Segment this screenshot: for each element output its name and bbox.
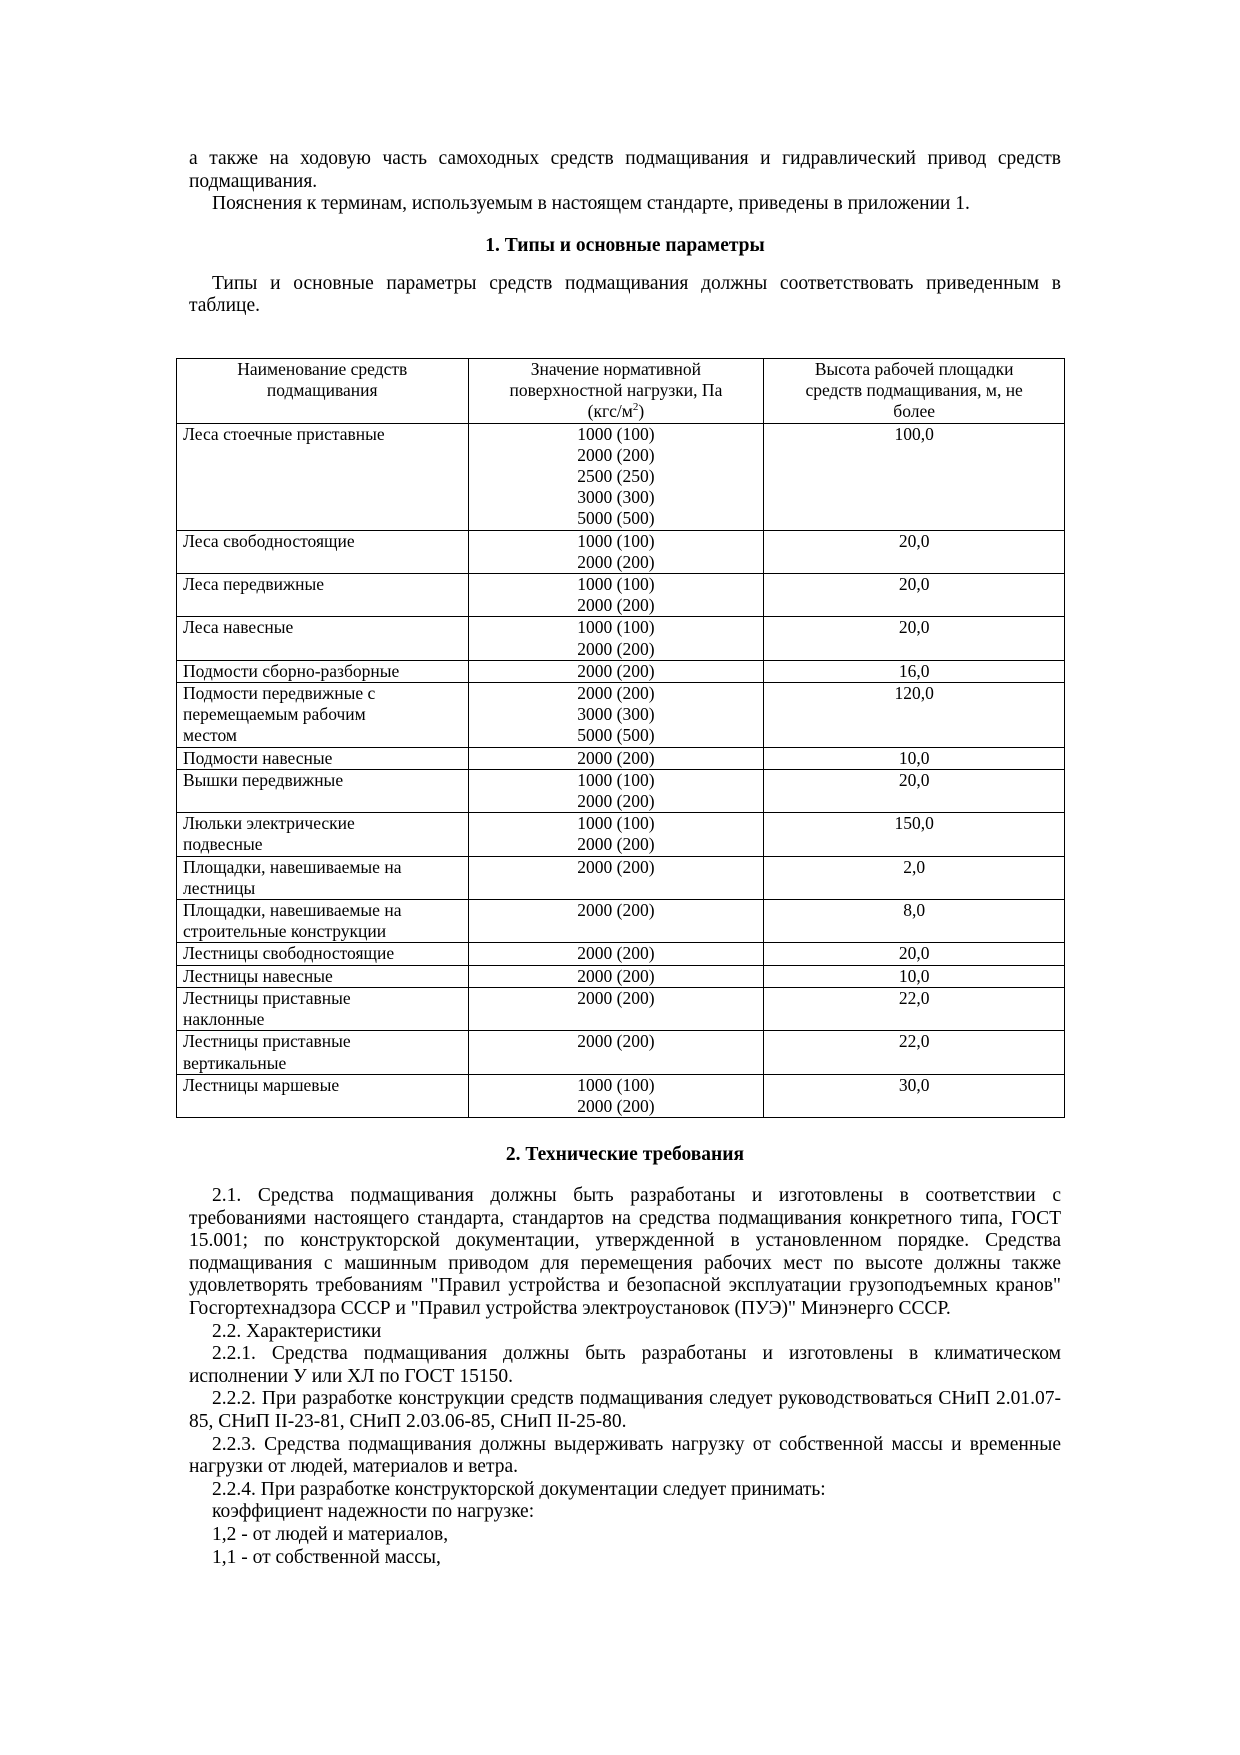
header-load-sup: 2 — [632, 401, 639, 414]
header-load-text: Значение нормативной поверхностной нагрузки, Па (кгс/м — [509, 359, 723, 422]
cell-name: Площадки, навешиваемые на строительные конструкции — [177, 900, 469, 943]
table-row — [177, 813, 1065, 856]
cell-height: 20,0 — [764, 574, 1065, 617]
cell-height: 22,0 — [764, 987, 1065, 1030]
cell-name: Подмости передвижные с перемещаемым рабочим местом — [177, 683, 469, 748]
table-row — [177, 660, 1065, 682]
cell-name: Лестницы приставные вертикальные — [177, 1031, 469, 1074]
document-page — [189, 148, 1061, 318]
header-load — [468, 359, 764, 424]
table-row — [177, 856, 1065, 899]
table-row — [177, 987, 1065, 1030]
cell-name: Леса навесные — [177, 617, 469, 660]
section-2-paragraph-5: 2.2.3. Средства подмащивания должны выдерживать нагрузку от собственной массы и временные нагрузки от людей, материалов и ветра. — [189, 1433, 1061, 1478]
cell-load: 2000 (200) 3000 (300) 5000 (500) — [468, 683, 764, 748]
cell-name: Леса свободностоящие — [177, 530, 469, 573]
section-1-paragraph: Типы и основные параметры средств подмащивания должны соответствовать приведенным в таблице. — [189, 272, 1061, 317]
cell-load: 2000 (200) — [468, 1031, 764, 1074]
cell-height: 8,0 — [764, 900, 1065, 943]
cell-height: 20,0 — [764, 769, 1065, 812]
cell-height: 10,0 — [764, 747, 1065, 769]
cell-name: Подмости сборно-разборные — [177, 660, 469, 682]
intro-paragraph-1: а также на ходовую часть самоходных средств подмащивания и гидравлический привод средств подмащивания. — [189, 148, 1061, 192]
cell-height: 150,0 — [764, 813, 1065, 856]
cell-name: Лестницы приставные наклонные — [177, 987, 469, 1030]
cell-load: 2000 (200) — [468, 943, 764, 965]
intro-paragraph-2: Пояснения к терминам, используемым в настоящем стандарте, приведены в приложении 1. — [212, 193, 970, 215]
cell-height: 20,0 — [764, 943, 1065, 965]
cell-name: Вышки передвижные — [177, 769, 469, 812]
cell-height: 16,0 — [764, 660, 1065, 682]
parameters-table — [176, 358, 1065, 1118]
section-2-paragraph-6: 2.2.4. При разработке конструкторской документации следует принимать: — [212, 1478, 826, 1500]
cell-name: Леса стоечные приставные — [177, 423, 469, 530]
section-2-paragraph-8: 1,2 - от людей и материалов, — [212, 1523, 449, 1545]
cell-name: Леса передвижные — [177, 574, 469, 617]
section-2-paragraph-9: 1,1 - от собственной массы, — [212, 1546, 441, 1568]
table-row — [177, 943, 1065, 965]
section-2-paragraph-1: 2.1. Средства подмащивания должны быть разработаны и изготовлены в соответствии с требованиями настоящего стандарта, стандартов на средства подмащивания конкретного типа, ГОСТ 15.001; по конструкторской документации, утвержденной в установленном порядке. Средства подмащивания с машинным приводом для перемещения рабочих мест по высоте должны также удовлетворять требованиям "Правил устройства и безопасной эксплуатации грузоподъемных кранов" Госгортехнадзора СССР и "Правил устройства электроустановок (ПУЭ)" Минэнерго СССР. — [189, 1185, 1061, 1319]
cell-load: 2000 (200) — [468, 965, 764, 987]
section-2-paragraph-7: коэффициент надежности по нагрузке: — [212, 1501, 535, 1523]
cell-name: Люльки электрические подвесные — [177, 813, 469, 856]
cell-height: 20,0 — [764, 617, 1065, 660]
cell-load: 1000 (100) 2000 (200) — [468, 617, 764, 660]
cell-load: 2000 (200) — [468, 660, 764, 682]
table-row — [177, 683, 1065, 748]
cell-load: 1000 (100) 2000 (200) 2500 (250) 3000 (300) 5000 (500) — [468, 423, 764, 530]
section-2-paragraph-4: 2.2.2. При разработке конструкции средств подмащивания следует руководствоваться СНиП 2.01.07-85, СНиП II-23-81, СНиП 2.03.06-85, СНиП II-25-80. — [189, 1388, 1061, 1432]
section-2-paragraph-2: 2.2. Характеристики — [212, 1320, 382, 1342]
cell-load: 1000 (100) 2000 (200) — [468, 813, 764, 856]
section-1-title: 1. Типы и основные параметры — [485, 234, 765, 256]
table-row — [177, 574, 1065, 617]
cell-name: Лестницы маршевые — [177, 1074, 469, 1117]
cell-name: Лестницы навесные — [177, 965, 469, 987]
header-name: Наименование средств подмащивания — [177, 359, 469, 424]
table-header-row — [177, 359, 1065, 424]
cell-load: 2000 (200) — [468, 987, 764, 1030]
section-2 — [189, 1143, 1061, 1569]
section-2-title: 2. Технические требования — [505, 1144, 745, 1165]
table-row — [177, 769, 1065, 812]
cell-load: 2000 (200) — [468, 856, 764, 899]
cell-height: 22,0 — [764, 1031, 1065, 1074]
cell-name: Подмости навесные — [177, 747, 469, 769]
cell-height: 100,0 — [764, 423, 1065, 530]
table-row — [177, 1074, 1065, 1117]
table-body — [177, 423, 1065, 1118]
cell-load: 2000 (200) — [468, 747, 764, 769]
table-row — [177, 530, 1065, 573]
cell-name: Лестницы свободностоящие — [177, 943, 469, 965]
cell-load: 2000 (200) — [468, 900, 764, 943]
table-row — [177, 900, 1065, 943]
cell-height: 2,0 — [764, 856, 1065, 899]
table-row — [177, 423, 1065, 530]
table-row — [177, 747, 1065, 769]
cell-height: 10,0 — [764, 965, 1065, 987]
section-2-paragraph-3: 2.2.1. Средства подмащивания должны быть разработаны и изготовлены в климатическом исполнении У или ХЛ по ГОСТ 15150. — [189, 1343, 1061, 1387]
cell-name: Площадки, навешиваемые на лестницы — [177, 856, 469, 899]
cell-load: 1000 (100) 2000 (200) — [468, 1074, 764, 1117]
header-height: Высота рабочей площадки средств подмащивания, м, не более — [764, 359, 1065, 424]
cell-load: 1000 (100) 2000 (200) — [468, 769, 764, 812]
header-load-end: ) — [638, 401, 645, 422]
table-row — [177, 617, 1065, 660]
table-row — [177, 965, 1065, 987]
cell-load: 1000 (100) 2000 (200) — [468, 574, 764, 617]
cell-height: 120,0 — [764, 683, 1065, 748]
table-row — [177, 1031, 1065, 1074]
cell-height: 30,0 — [764, 1074, 1065, 1117]
cell-height: 20,0 — [764, 530, 1065, 573]
cell-load: 1000 (100) 2000 (200) — [468, 530, 764, 573]
